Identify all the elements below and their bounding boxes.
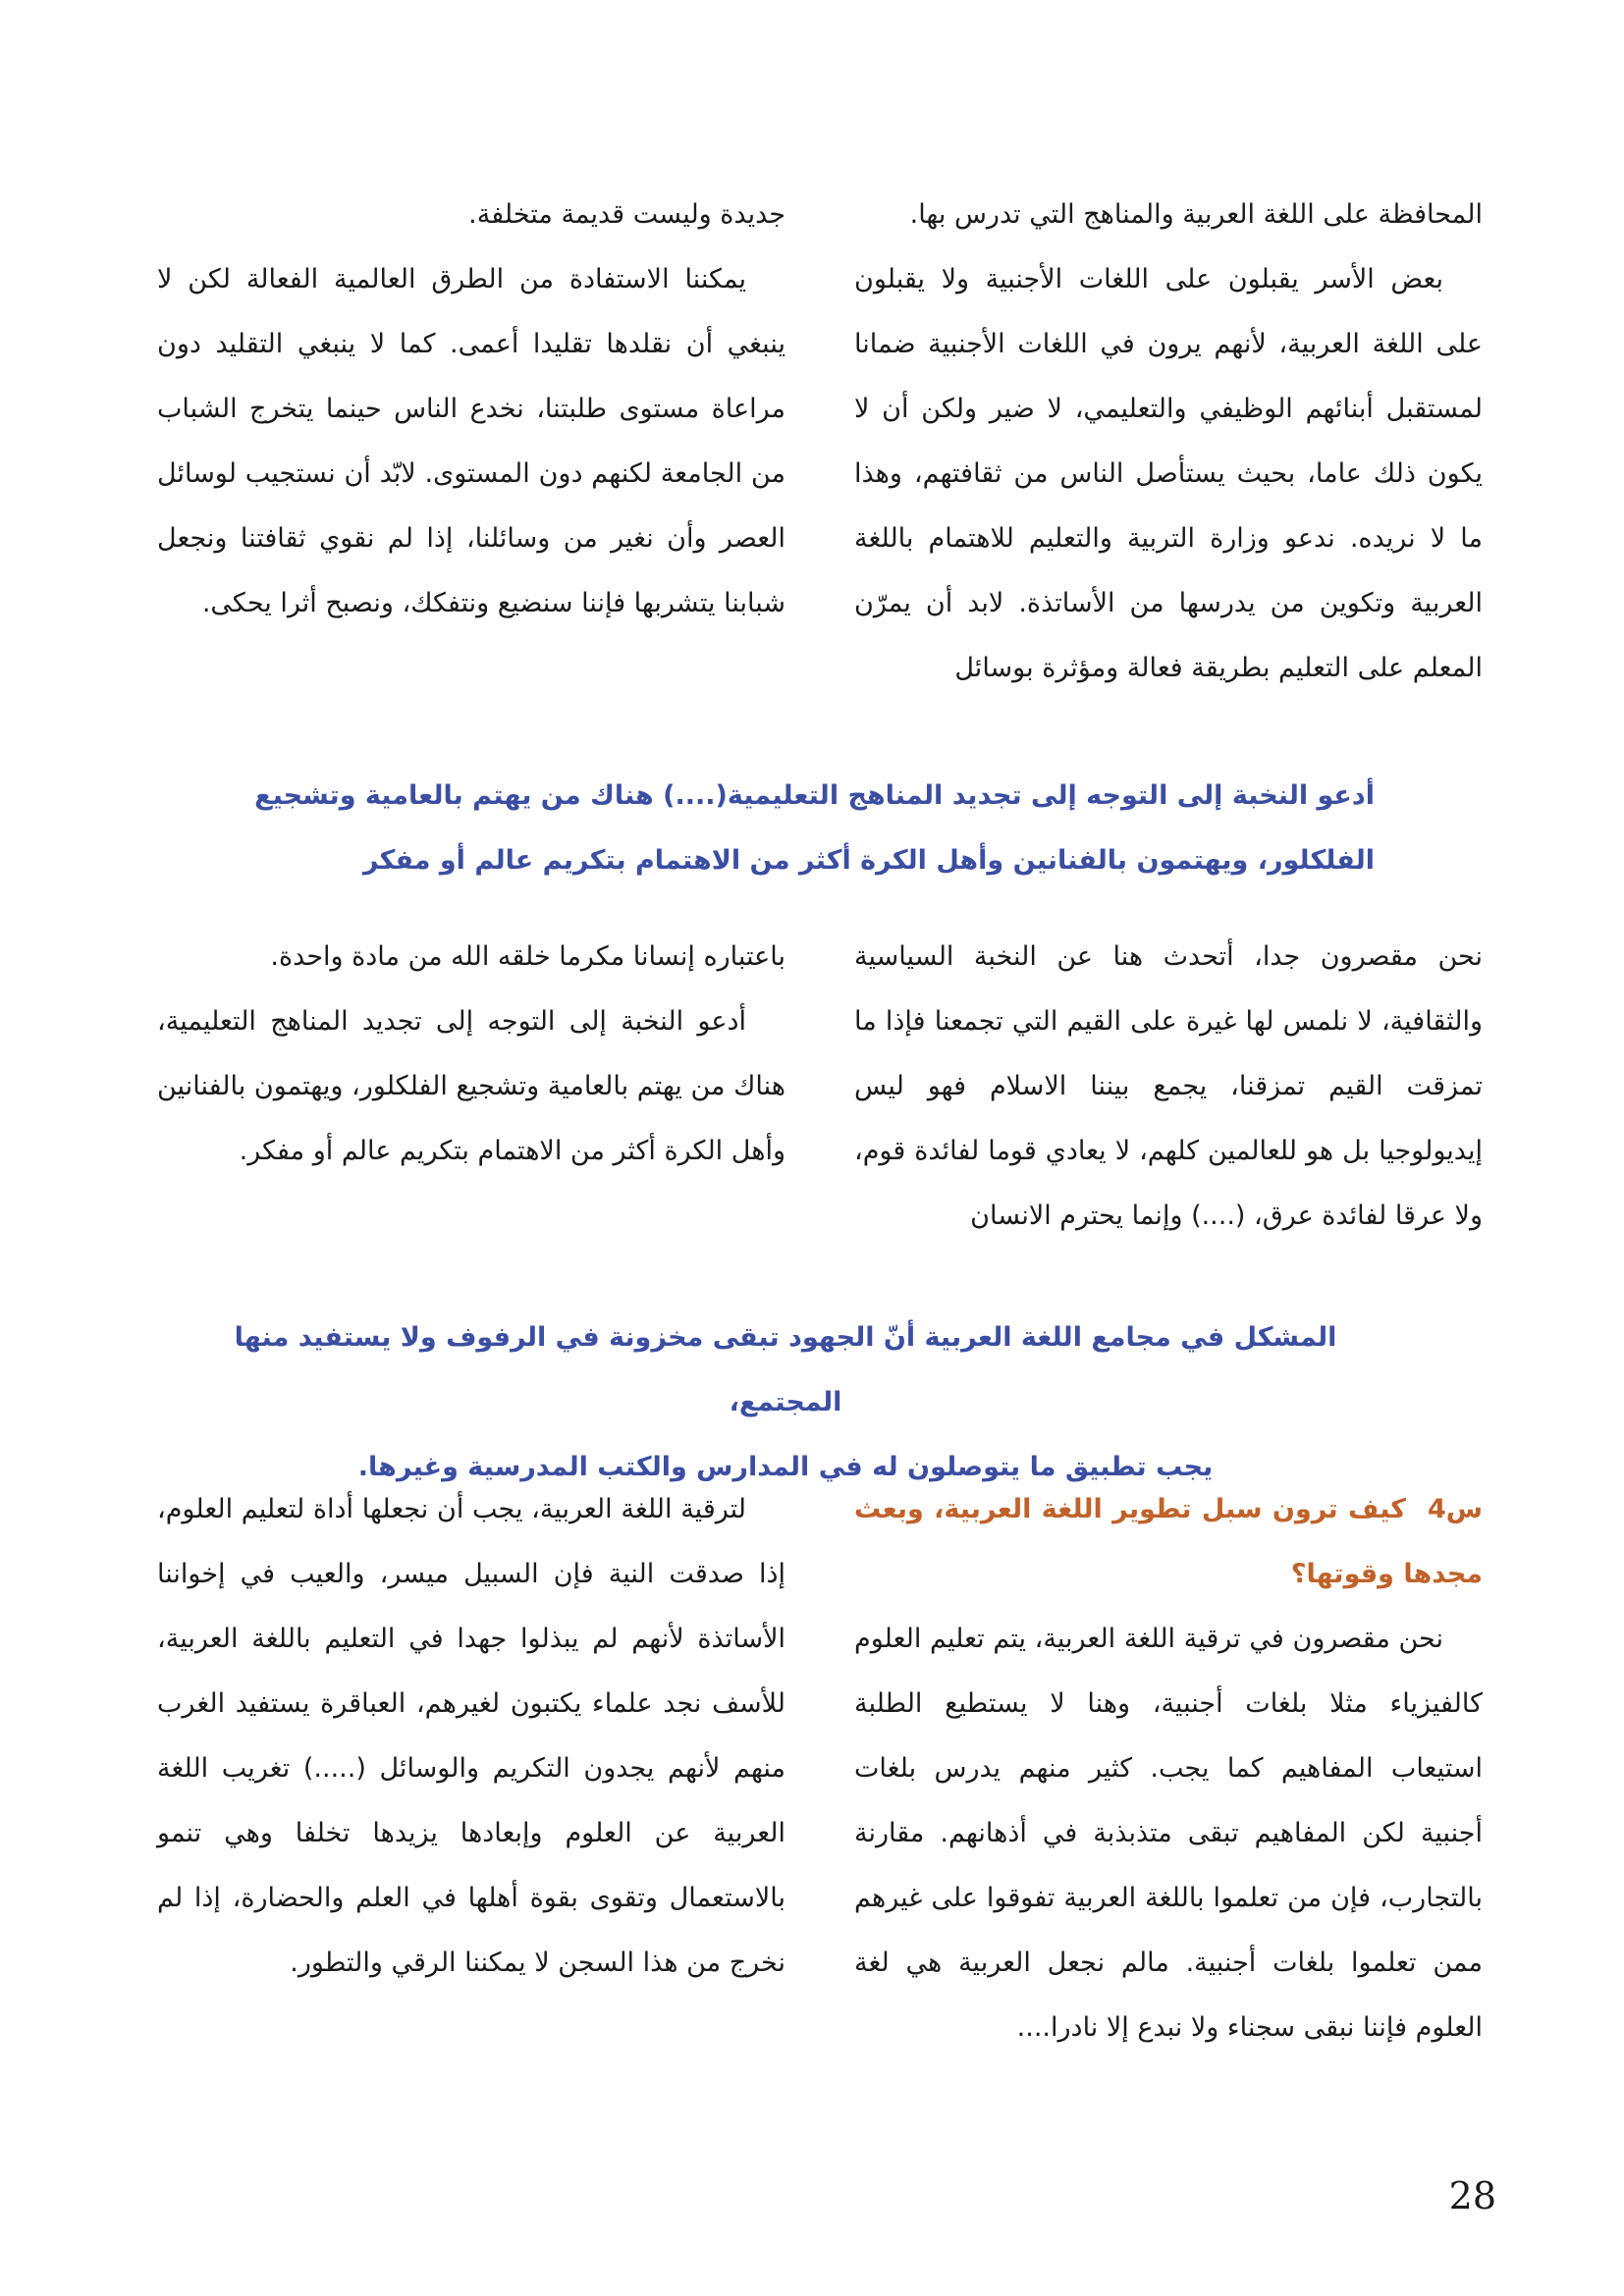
question-heading — [854, 1477, 1483, 1607]
question-number: س4 — [1427, 1494, 1483, 1524]
section-3 — [157, 1477, 1483, 2060]
pull-quote-line: أدعو النخبة إلى التوجه إلى تجديد المناهج التعليمية(....) هناك من يهتم بالعامية وتشجيع — [254, 780, 1375, 811]
section-1-right-column — [854, 183, 1483, 701]
paragraph: لترقية اللغة العربية، يجب أن نجعلها أداة لتعليم العلوم، إذا صدقت النية فإن السبيل ميسر، والعيب في إخواننا الأساتذة لأنهم لم يبذلوا جهدا في التعليم باللغة العربية، للأسف نجد علماء يكتبون لغيرهم، العباقرة يستفيد الغرب منهم لأنهم يجدون التكريم والوسائل (.....) تغريب اللغة العربية عن العلوم وإبعادها يزيدها تخلفا وهي تنمو بالاستعمال وتقوى بقوة أهلها في العلم والحضارة، إذا لم نخرج من هذا السجن لا يمكننا الرقي والتطور. — [157, 1494, 785, 1978]
pull-quote-line: الفلكلور، ويهتمون بالفنانين وأهل الكرة أكثر من الاهتمام بتكريم عالم أو مفكر — [362, 845, 1375, 876]
paragraph: جديدة وليست قديمة متخلفة. — [468, 199, 785, 230]
section-3-left-column — [157, 1477, 785, 2060]
section-3-right-column — [854, 1477, 1483, 2060]
paragraph: نحن مقصرون في ترقية اللغة العربية، يتم تعليم العلوم كالفيزياء مثلا بلغات أجنبية، وهنا لا يستطيع الطلبة استيعاب المفاهيم كما يجب. كثير منهم يدرس بلغات أجنبية لكن المفاهيم تبقى متذبذبة في أذهانهم. مقارنة بالتجارب، فإن من تعلموا باللغة العربية تفوقوا على غيرهم ممن تعلموا بلغات أجنبية. مالم نجعل العربية هي لغة العلوم فإننا نبقى سجناء ولا نبدع إلا نادرا.... — [854, 1624, 1483, 2043]
paragraph: باعتباره إنسانا مكرما خلقه الله من مادة واحدة. — [270, 941, 785, 972]
pull-quote-2 — [196, 1306, 1375, 1500]
pull-quote-1 — [196, 764, 1375, 893]
pull-quote-line: المشكل في مجامع اللغة العربية أنّ الجهود تبقى مخزونة في الرفوف ولا يستفيد منها المجتمع، — [234, 1322, 1337, 1417]
paragraph: نحن مقصرون جدا، أتحدث هنا عن النخبة السياسية والثقافية، لا نلمس لها غيرة على القيم التي تجمعنا فإذا ما تمزقت القيم تمزقنا، يجمع بيننا الاسلام فهو ليس إيديولوجيا بل هو للعالمين كلهم، لا يعادي قوما لفائدة قوم، ولا عرقا لفائدة عرق، (....) وإنما يحترم الانسان — [854, 941, 1483, 1231]
section-1 — [157, 183, 1483, 701]
section-1-left-column — [157, 183, 785, 701]
page-number: 28 — [1448, 2174, 1496, 2217]
paragraph: المحافظة على اللغة العربية والمناهج التي تدرس بها. — [909, 199, 1483, 230]
paragraph: يمكننا الاستفادة من الطرق العالمية الفعالة لكن لا ينبغي أن نقلدها تقليدا أعمى. كما لا ينبغي التقليد دون مراعاة مستوى طلبتنا، نخدع الناس حينما يتخرج الشباب من الجامعة لكنهم دون المستوى. لابّد أن نستجيب لوسائل العصر وأن نغير من وسائلنا، إذا لم نقوي ثقافتنا ونجعل شبابنا يتشربها فإننا سنضيع ونتفكك، ونصبح أثرا يحكى. — [157, 264, 785, 618]
section-2-left-column — [157, 925, 785, 1249]
question-text: كيف ترون سبل تطوير اللغة العربية، وبعث مجدها وقوتها؟ — [854, 1494, 1483, 1589]
section-2 — [157, 925, 1483, 1249]
pull-quote-line: يجب تطبيق ما يتوصلون له في المدارس والكتب المدرسية وغيرها. — [357, 1452, 1214, 1482]
paragraph: أدعو النخبة إلى التوجه إلى تجديد المناهج التعليمية، هناك من يهتم بالعامية وتشجيع الفلكلور، ويهتمون بالفنانين وأهل الكرة أكثر من الاهتمام بتكريم عالم أو مفكر. — [157, 1006, 785, 1166]
section-2-right-column — [854, 925, 1483, 1249]
paragraph: بعض الأسر يقبلون على اللغات الأجنبية ولا يقبلون على اللغة العربية، لأنهم يرون في اللغات الأجنبية ضمانا لمستقبل أبنائهم الوظيفي والتعليمي، لا ضير ولكن أن لا يكون ذلك عاما، بحيث يستأصل الناس من ثقافتهم، وهذا ما لا نريده. ندعو وزارة التربية والتعليم للاهتمام باللغة العربية وتكوين من يدرسها من الأساتذة. لابد أن يمرّن المعلم على التعليم بطريقة فعالة ومؤثرة بوسائل — [854, 264, 1483, 683]
